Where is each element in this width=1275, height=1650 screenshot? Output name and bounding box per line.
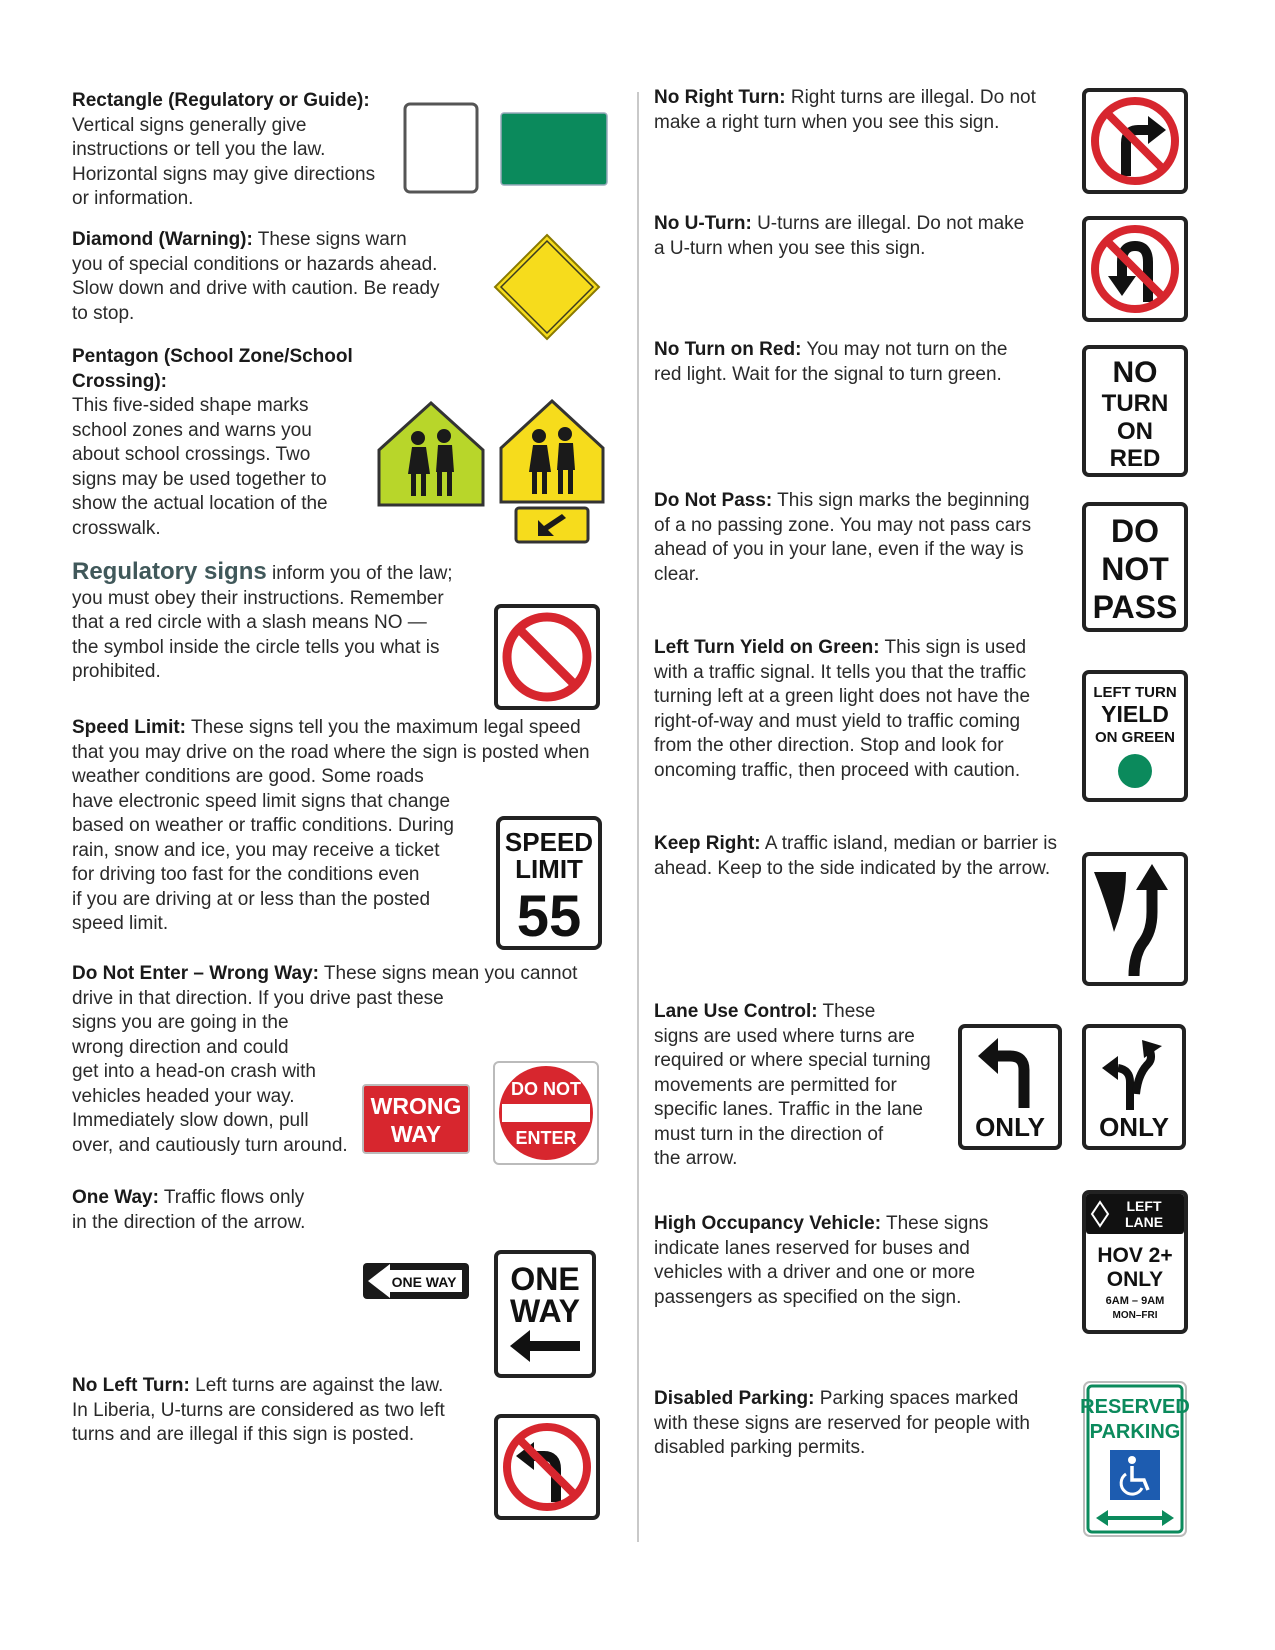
diamond-warning-sign bbox=[492, 232, 602, 342]
text-line: red light. Wait for the signal to turn green. bbox=[654, 363, 1002, 385]
text-line: U-turns are illegal. Do not make bbox=[751, 213, 1025, 234]
text-line: required or where special turning bbox=[654, 1050, 931, 1071]
one-way-small-text: ONE WAY bbox=[391, 1274, 457, 1290]
text-line: Vertical signs generally give bbox=[72, 114, 307, 136]
oneway-description bbox=[72, 1186, 362, 1235]
noleft-description bbox=[72, 1374, 462, 1448]
text-line: Slow down and drive with caution. Be ready bbox=[72, 278, 440, 299]
text-line: you of special conditions or hazards ahead. bbox=[72, 253, 438, 275]
no-turn-red-line2: TURN bbox=[1101, 390, 1169, 417]
text-line: specific lanes. Traffic in the lane bbox=[654, 1099, 923, 1120]
one-way-horizontal-sign bbox=[362, 1262, 470, 1300]
text-line: Left turns are against the law. bbox=[189, 1375, 444, 1396]
no-turn-on-red-sign bbox=[1082, 345, 1188, 477]
text-line: signs you are going in the bbox=[72, 1012, 289, 1033]
left-yield-line2: YIELD bbox=[1101, 701, 1169, 727]
lane-title: Lane Use Control: bbox=[654, 1001, 818, 1022]
donotenter-title: Do Not Enter – Wrong Way: bbox=[72, 963, 319, 984]
text-line: based on weather or traffic conditions. During bbox=[72, 815, 454, 836]
left-yield-line1: LEFT TURN bbox=[1093, 684, 1177, 701]
hov-lane-sign bbox=[1082, 1190, 1188, 1334]
hov-line3: 6AM – 9AM bbox=[1105, 1295, 1165, 1307]
text-line: ahead. Keep to the side indicated by the arrow. bbox=[654, 857, 1051, 879]
left-only-text: ONLY bbox=[975, 1112, 1045, 1142]
text-line: In Liberia, U-turns are considered as two left bbox=[72, 1399, 445, 1421]
text-line: must turn in the direction of bbox=[654, 1123, 884, 1145]
left-only-lane-sign bbox=[958, 1024, 1062, 1150]
hov-line4: MON–FRI bbox=[1112, 1310, 1158, 1321]
text-line: passengers as specified on the sign. bbox=[654, 1286, 962, 1308]
do-not-enter-top: DO NOT bbox=[511, 1079, 581, 1099]
do-not-pass-line3: PASS bbox=[1092, 589, 1178, 625]
text-line: These signs mean you cannot bbox=[319, 963, 578, 984]
text-line: These signs warn bbox=[252, 229, 407, 250]
text-line: of a no passing zone. You may not pass cars bbox=[654, 514, 1032, 536]
speed-sign-line2: LIMIT bbox=[515, 854, 583, 884]
text-line: disabled parking permits. bbox=[654, 1437, 866, 1458]
hov-top2: LANE bbox=[1124, 1214, 1164, 1230]
text-line: clear. bbox=[654, 563, 700, 585]
text-line: with these signs are reserved for people with bbox=[654, 1412, 1030, 1434]
text-line: show the actual location of the bbox=[72, 493, 328, 514]
speed-title: Speed Limit: bbox=[72, 717, 187, 738]
text-line: from the other direction. Stop and look for bbox=[654, 735, 1004, 756]
text-line: for driving too fast for the conditions even bbox=[72, 864, 420, 885]
nored-description bbox=[654, 338, 1054, 387]
do-not-enter-sign bbox=[492, 1060, 600, 1166]
no-u-turn-sign bbox=[1082, 216, 1188, 322]
text-line: get into a head-on crash with bbox=[72, 1061, 316, 1082]
text-line: ahead of you in your lane, even if the way is bbox=[654, 539, 1024, 560]
text-line: oncoming traffic, then proceed with caution. bbox=[654, 759, 1021, 781]
left-turn-yield-sign bbox=[1082, 670, 1188, 802]
diamond-description bbox=[72, 228, 462, 326]
no-turn-red-line1: NO bbox=[1112, 356, 1158, 389]
text-line: that you may drive on the road where the sign is posted when bbox=[72, 741, 590, 763]
left-right-only-lane-sign bbox=[1082, 1024, 1186, 1150]
text-line: Traffic flows only bbox=[158, 1187, 305, 1208]
text-line: movements are permitted for bbox=[654, 1074, 897, 1096]
text-line: have electronic speed limit signs that change bbox=[72, 790, 451, 812]
text-line: over, and cautiously turn around. bbox=[72, 1134, 348, 1156]
text-line: to stop. bbox=[72, 302, 135, 324]
nopass-title: Do Not Pass: bbox=[654, 490, 773, 511]
hov-line2: ONLY bbox=[1106, 1268, 1164, 1291]
text-line: vehicles with a driver and one or more bbox=[654, 1262, 976, 1283]
leftyield-description bbox=[654, 636, 1064, 783]
no-turn-red-line4: RED bbox=[1109, 445, 1161, 472]
prohibition-sign bbox=[494, 604, 600, 710]
text-line: right-of-way and must yield to traffic coming bbox=[654, 710, 1021, 732]
text-line: wrong direction and could bbox=[72, 1036, 289, 1058]
hov-line1: HOV 2+ bbox=[1097, 1244, 1173, 1267]
nou-description bbox=[654, 212, 1054, 261]
text-line: speed limit. bbox=[72, 913, 169, 934]
text-line: the arrow. bbox=[654, 1148, 738, 1169]
disabled-title: Disabled Parking: bbox=[654, 1388, 815, 1409]
text-line: weather conditions are good. Some roads bbox=[72, 766, 424, 787]
pentagon-title: Pentagon (School Zone/School Crossing): bbox=[72, 346, 353, 392]
text-line: Horizontal signs may give directions bbox=[72, 163, 376, 185]
text-line: drive in that direction. If you drive past these bbox=[72, 987, 444, 1009]
text-line: A traffic island, median or barrier is bbox=[760, 833, 1058, 854]
one-way-vertical-sign bbox=[494, 1250, 596, 1378]
text-line: This five-sided shape marks bbox=[72, 395, 309, 416]
do-not-pass-line2: NOT bbox=[1101, 551, 1169, 587]
rectangle-description bbox=[72, 89, 382, 212]
text-line: vehicles headed your way. bbox=[72, 1085, 295, 1107]
text-line: in the direction of the arrow. bbox=[72, 1211, 306, 1233]
hov-description bbox=[654, 1212, 1034, 1310]
one-way-tall-line1: ONE bbox=[510, 1261, 580, 1297]
wrong-way-line2: WAY bbox=[390, 1121, 442, 1147]
do-not-pass-line1: DO bbox=[1111, 513, 1159, 549]
text-line: instructions or tell you the law. bbox=[72, 139, 326, 160]
text-line: These bbox=[817, 1001, 876, 1022]
do-not-pass-sign bbox=[1082, 502, 1188, 632]
noright-description bbox=[654, 86, 1054, 135]
diamond-title: Diamond (Warning): bbox=[72, 229, 253, 250]
text-line: indicate lanes reserved for buses and bbox=[654, 1237, 970, 1259]
text-line: the symbol inside the circle tells you what is bbox=[72, 636, 440, 658]
noright-title: No Right Turn: bbox=[654, 87, 786, 108]
text-line: Immediately slow down, pull bbox=[72, 1110, 309, 1131]
parking-line1: RESERVED bbox=[1080, 1396, 1190, 1418]
hov-title: High Occupancy Vehicle: bbox=[654, 1213, 882, 1234]
text-line: This sign marks the beginning bbox=[772, 490, 1030, 511]
rectangle-title: Rectangle (Regulatory or Guide): bbox=[72, 90, 370, 111]
nopass-description bbox=[654, 489, 1054, 587]
text-line: or information. bbox=[72, 188, 194, 209]
text-line: signs may be used together to bbox=[72, 468, 327, 490]
text-line: turns and are illegal if this sign is posted. bbox=[72, 1424, 415, 1445]
speed-sign-line1: SPEED bbox=[504, 827, 594, 857]
wrong-way-line1: WRONG bbox=[370, 1093, 462, 1119]
text-line: rain, snow and ice, you may receive a ticket bbox=[72, 839, 440, 861]
hov-top1: LEFT bbox=[1126, 1198, 1162, 1214]
text-line: that a red circle with a slash means NO — bbox=[72, 612, 427, 633]
oneway-title: One Way: bbox=[72, 1187, 159, 1208]
text-line: inform you of the law; bbox=[266, 563, 453, 584]
text-line: a U-turn when you see this sign. bbox=[654, 237, 926, 259]
keep-right-sign bbox=[1082, 852, 1188, 986]
nored-title: No Turn on Red: bbox=[654, 339, 802, 360]
text-line: turning left at a green light does not have the bbox=[654, 686, 1031, 707]
wrong-way-sign bbox=[362, 1084, 470, 1154]
horizontal-guide-sign bbox=[500, 112, 608, 186]
reserved-parking-sign bbox=[1082, 1380, 1188, 1538]
keepright-description bbox=[654, 832, 1064, 881]
no-right-turn-sign bbox=[1082, 88, 1188, 194]
leftyield-title: Left Turn Yield on Green: bbox=[654, 637, 880, 658]
speed-limit-sign bbox=[496, 816, 602, 950]
school-crossing-sign bbox=[376, 400, 486, 510]
left-right-only-text: ONLY bbox=[1099, 1112, 1169, 1142]
text-line: Right turns are illegal. Do not bbox=[785, 87, 1036, 108]
school-zone-sign bbox=[498, 398, 606, 544]
do-not-enter-bottom: ENTER bbox=[515, 1128, 577, 1148]
no-turn-red-line3: ON bbox=[1117, 418, 1153, 445]
speed-sign-value: 55 bbox=[516, 884, 582, 949]
disabled-description bbox=[654, 1387, 1054, 1461]
text-line: prohibited. bbox=[72, 661, 161, 682]
text-line: These signs bbox=[881, 1213, 989, 1234]
one-way-tall-line2: WAY bbox=[510, 1293, 580, 1329]
nou-title: No U-Turn: bbox=[654, 213, 752, 234]
text-line: crosswalk. bbox=[72, 517, 161, 539]
regulatory-description bbox=[72, 560, 472, 685]
text-line: signs are used where turns are bbox=[654, 1025, 915, 1047]
text-line: you must obey their instructions. Remember bbox=[72, 587, 444, 609]
text-line: Parking spaces marked bbox=[814, 1388, 1019, 1409]
column-divider bbox=[637, 92, 639, 1542]
text-line: if you are driving at or less than the posted bbox=[72, 888, 431, 910]
text-line: This sign is used bbox=[879, 637, 1027, 658]
vertical-rectangle-sign bbox=[403, 102, 479, 194]
text-line: about school crossings. Two bbox=[72, 444, 311, 465]
no-left-turn-sign bbox=[494, 1414, 600, 1520]
text-line: with a traffic signal. It tells you that the traffic bbox=[654, 661, 1027, 683]
left-yield-line3: ON GREEN bbox=[1094, 729, 1176, 746]
keepright-title: Keep Right: bbox=[654, 833, 761, 854]
noleft-title: No Left Turn: bbox=[72, 1375, 190, 1396]
parking-line2: PARKING bbox=[1089, 1421, 1181, 1443]
lane-description bbox=[654, 1000, 954, 1172]
regulatory-heading: Regulatory signs bbox=[72, 558, 267, 585]
text-line: school zones and warns you bbox=[72, 419, 312, 441]
text-line: These signs tell you the maximum legal speed bbox=[186, 717, 581, 738]
text-line: You may not turn on the bbox=[801, 339, 1008, 360]
text-line: make a right turn when you see this sign. bbox=[654, 111, 1000, 133]
